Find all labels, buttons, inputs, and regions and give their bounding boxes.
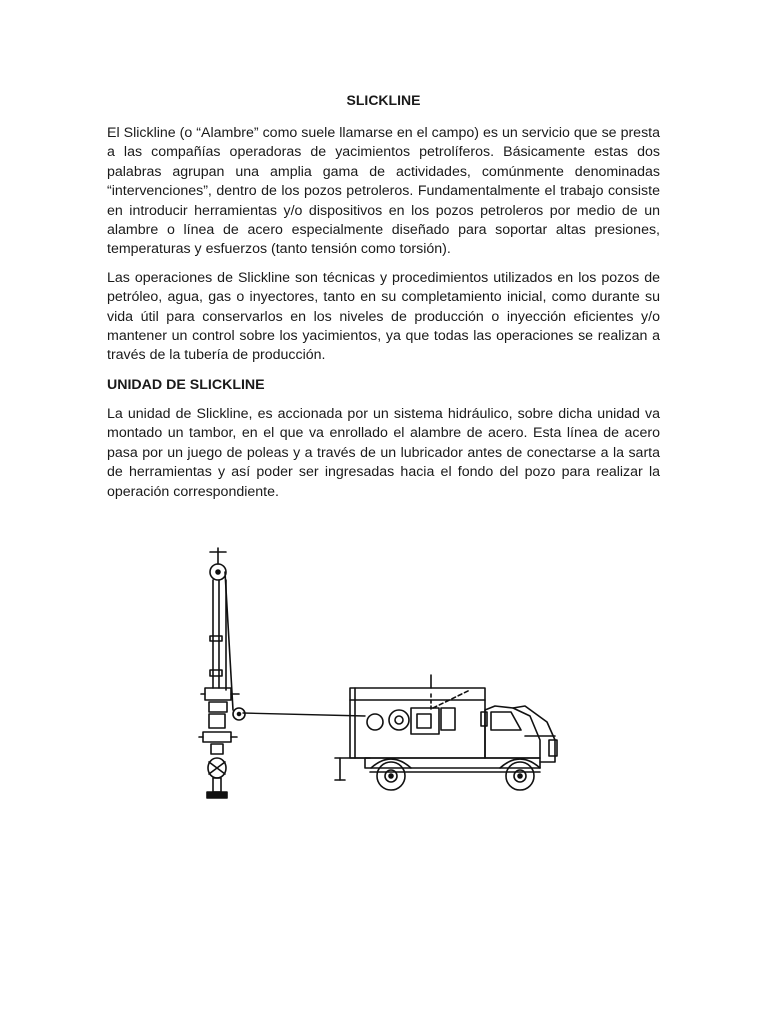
slickline-unit-illustration [195,540,565,810]
lubricator-mast [199,548,245,798]
paragraph-2: Las operaciones de Slickline son técnicas y procedimientos utilizados en los pozos de petróleo, agua, gas o inyectores, tanto en su completamiento inicial, como durante su vida útil para conservarlos en los niveles de producción o inyección eficientes y/o mantener un control sobre los yacimientos, ya que todas las operaciones se realizan a través de la tubería de producción. [107,269,660,364]
slickline-wire [243,713,365,716]
page-title: SLICKLINE [346,92,421,108]
section-heading: UNIDAD DE SLICKLINE [107,376,265,393]
slickline-truck [335,675,557,790]
document-body [107,88,660,511]
paragraph-3: La unidad de Slickline, es accionada por un sistema hidráulico, sobre dicha unidad va montado un tambor, en el que va enrollado el alambre de acero. Esta línea de acero pasa por un juego de poleas y a través de un lubricador antes de conectarse a la sarta de herramientas y así poder ser ingresadas hacia el fondo del pozo para realizar la operación correspondiente. [107,405,660,500]
paragraph-1: El Slickline (o “Alambre” como suele llamarse en el campo) es un servicio que se presta a las compañías operadoras de yacimientos petrolíferos. Básicamente estas dos palabras agrupan una amplia gama de actividades, comúnmente denominadas “intervenciones”, dentro de los pozos petroleros. Fundamentalmente el trabajo consiste en introducir herramientas y/o dispositivos en los pozos petroleros por medio de un alambre o línea de acero especialmente diseñado para soportar altas presiones, temperaturas y esfuerzos (tanto tensión como torsión). [107,125,660,258]
